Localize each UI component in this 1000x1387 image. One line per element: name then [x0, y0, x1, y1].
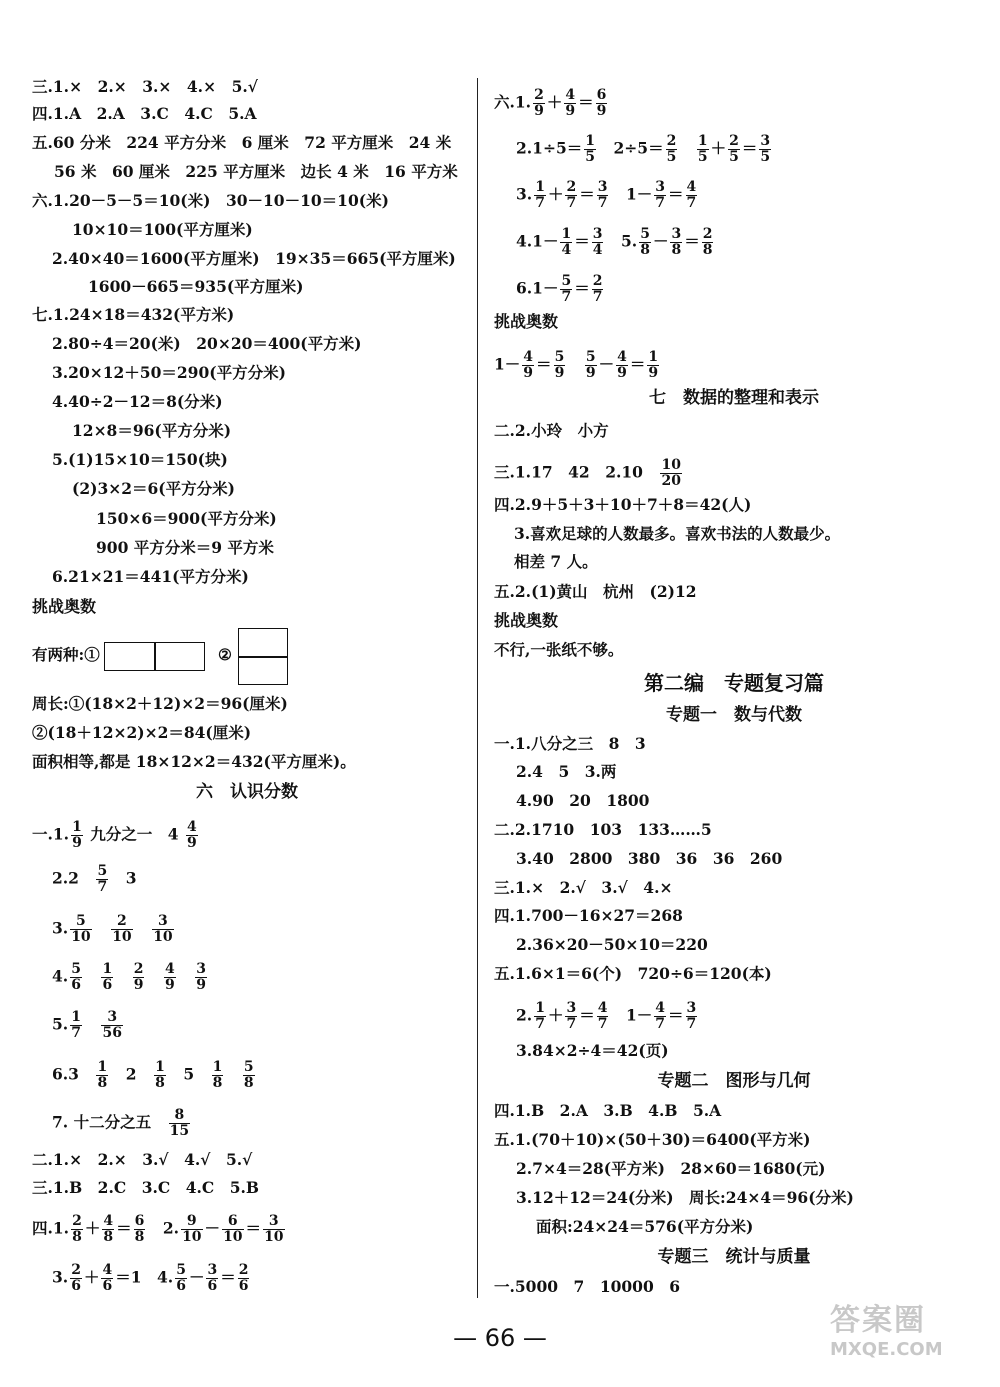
- answer-line: 2.80÷4＝20(米) 20×20＝400(平方米): [52, 334, 362, 353]
- answer-line: 10×10＝100(平方厘米): [72, 220, 253, 239]
- answer-line: 1600－665＝935(平方厘米): [88, 277, 304, 296]
- answer-line: 150×6＝900(平方分米): [96, 509, 277, 528]
- answer-line: 12×8＝96(平方分米): [72, 421, 232, 440]
- answer-line: 6.3 $\frac{1}{8}$ 2 $\frac{1}{8}$ 5 $\frac{1}{8}$ $\frac{5}{8}$: [52, 1059, 254, 1091]
- answer-line: 二.2.1710 103 133……5: [494, 820, 712, 839]
- answer-line: 二.1.× 2.× 3.√ 4.√ 5.√: [32, 1150, 253, 1169]
- answer-line: 五.2.(1)黄山 杭州 (2)12: [494, 582, 697, 601]
- answer-line: 2.4 5 3.两: [516, 762, 617, 781]
- section-heading: 挑战奥数: [494, 611, 559, 630]
- answer-line: 有两种:①: [32, 645, 100, 664]
- answer-line: 三.1.B 2.C 3.C 4.C 5.B: [32, 1178, 260, 1197]
- answer-line: 三.1.× 2.√ 3.√ 4.×: [494, 878, 673, 897]
- answer-line: 三.1.× 2.× 3.× 4.× 5.√: [32, 77, 258, 96]
- answer-line: 5. $\frac{1}{7}$ $\frac{3}{56}$: [52, 1009, 122, 1041]
- answer-line: 3.喜欢足球的人数最多。喜欢书法的人数最少。: [514, 524, 841, 543]
- answer-line: 周长:①(18×2＋12)×2＝96(厘米): [32, 694, 288, 713]
- answer-line: 3.84×2÷4＝42(页): [516, 1041, 669, 1060]
- answer-line: 面积:24×24＝576(平方分米): [536, 1217, 754, 1236]
- answer-line: 3. $\frac{1}{7}$ ＋ $\frac{2}{7}$ ＝ $\frac{3}{7}$ 1－ $\frac{3}{7}$ ＝ $\frac{4}{7}$: [516, 179, 697, 211]
- answer-line: 2.1÷5＝ $\frac{1}{5}$ 2÷5＝ $\frac{2}{5}$ $\frac{1}{5}$ ＋ $\frac{2}{5}$ ＝ $\frac{3}{5}$: [516, 133, 771, 165]
- answer-line: 900 平方分米＝9 平方米: [96, 538, 274, 557]
- answer-line: 3.12＋12＝24(分米) 周长:24×4＝96(分米): [516, 1188, 854, 1207]
- answer-line: 4.1－ $\frac{1}{4}$ ＝ $\frac{3}{4}$ 5. $\frac{5}{8}$ － $\frac{3}{8}$ ＝ $\frac{2}{8}$: [516, 226, 713, 258]
- page-number: — 66 —: [453, 1324, 547, 1352]
- answer-line: 6.21×21＝441(平方分米): [52, 567, 249, 586]
- answer-line: 2.2 $\frac{5}{7}$ 3: [52, 863, 137, 895]
- answer-line: 面积相等,都是 18×12×2＝432(平方厘米)。: [32, 752, 356, 771]
- answer-line: 4.90 20 1800: [516, 791, 650, 810]
- answer-line: 六.1. $\frac{2}{9}$ ＋ $\frac{4}{9}$ ＝ $\frac{6}{9}$: [494, 87, 607, 119]
- answer-line: 6.1－ $\frac{5}{7}$ ＝ $\frac{2}{7}$: [516, 273, 603, 305]
- answer-line: 4. $\frac{5}{6}$ $\frac{1}{6}$ $\frac{2}{9}$ $\frac{4}{9}$ $\frac{3}{9}$: [52, 961, 206, 993]
- answer-line: 一.1. $\frac{1}{9}$ 九分之一 4 $\frac{4}{9}$: [32, 819, 197, 851]
- answer-line: 三.1.17 42 2.10 $\frac{10}{20}$: [494, 457, 681, 489]
- watermark-logo: 答案圈 MXQE.COM: [830, 1303, 943, 1360]
- answer-line: (2)3×2＝6(平方分米): [72, 479, 235, 498]
- answer-line: 2.40×40＝1600(平方厘米) 19×35＝665(平方厘米): [52, 249, 456, 268]
- section-title: 专题三 统计与质量: [657, 1247, 811, 1267]
- answer-line: 四.2.9＋5＋3＋10＋7＋8＝42(人): [494, 495, 752, 514]
- section-title: 七 数据的整理和表示: [649, 388, 819, 408]
- answer-line: 7. 十二分之五 $\frac{8}{15}$: [52, 1107, 190, 1139]
- answer-line: ②: [218, 645, 232, 664]
- answer-line: 二.2.小玲 小方: [494, 421, 609, 440]
- answer-line: 七.1.24×18＝432(平方米): [32, 305, 235, 324]
- answer-line: 3. $\frac{5}{10}$ $\frac{2}{10}$ $\frac{3}{10}$: [52, 913, 173, 945]
- answer-line: 3.40 2800 380 36 36 260: [516, 849, 783, 868]
- section-heading: 挑战奥数: [32, 597, 97, 616]
- answer-line: 不行,一张纸不够。: [494, 640, 624, 659]
- rectangle-figure-2: [238, 628, 288, 685]
- section-title: 专题二 图形与几何: [657, 1071, 811, 1091]
- column-divider: [477, 78, 478, 1298]
- answer-line: 56 米 60 厘米 225 平方厘米 边长 4 米 16 平方米: [54, 162, 458, 181]
- answer-line: 一.5000 7 10000 6: [494, 1277, 681, 1296]
- section-heading: 挑战奥数: [494, 312, 559, 331]
- answer-line: 一.1.八分之三 8 3: [494, 734, 646, 753]
- answer-line: 相差 7 人。: [514, 552, 598, 571]
- answer-line: 四.1.700－16×27＝268: [494, 906, 683, 925]
- rectangle-figure-1: [104, 642, 205, 671]
- answer-line: 2.7×4＝28(平方米) 28×60＝1680(元): [516, 1159, 826, 1178]
- answer-line: 四.1.B 2.A 3.B 4.B 5.A: [494, 1101, 722, 1120]
- answer-line: 2. $\frac{1}{7}$ ＋ $\frac{3}{7}$ ＝ $\frac{4}{7}$ 1－ $\frac{4}{7}$ ＝ $\frac{3}{7}$: [516, 1000, 697, 1032]
- answer-line: 四.1. $\frac{2}{8}$ ＋ $\frac{4}{8}$ ＝ $\frac{6}{8}$ 2. $\frac{9}{10}$ － $\frac{6}{10}$ ＝ $\frac{3}{10}$: [32, 1213, 284, 1245]
- part-title: 第二编 专题复习篇: [644, 671, 824, 695]
- answer-line: 1－ $\frac{4}{9}$ ＝ $\frac{5}{9}$ $\frac{5}{9}$ － $\frac{4}{9}$ ＝ $\frac{1}{9}$: [494, 349, 659, 381]
- section-title: 专题一 数与代数: [666, 705, 802, 725]
- answer-line: 2.36×20－50×10＝220: [516, 935, 708, 954]
- answer-line: 四.1.A 2.A 3.C 4.C 5.A: [32, 104, 257, 123]
- answer-line: 5.(1)15×10＝150(块): [52, 450, 228, 469]
- answer-line: 3. $\frac{2}{6}$ ＋ $\frac{4}{6}$ ＝1 4. $\frac{5}{6}$ － $\frac{3}{6}$ ＝ $\frac{2}{6}$: [52, 1262, 249, 1294]
- answer-line: ②(18＋12×2)×2＝84(厘米): [32, 723, 252, 742]
- answer-line: 4.40÷2－12＝8(分米): [52, 392, 223, 411]
- answer-line: 五.60 分米 224 平方分米 6 厘米 72 平方厘米 24 米: [32, 133, 452, 152]
- answer-line: 五.1.6×1＝6(个) 720÷6＝120(本): [494, 964, 772, 983]
- answer-line: 六.1.20－5－5＝10(米) 30－10－10＝10(米): [32, 191, 389, 210]
- answer-line: 五.1.(70＋10)×(50＋30)＝6400(平方米): [494, 1130, 811, 1149]
- section-title: 六 认识分数: [196, 782, 298, 802]
- answer-line: 3.20×12＋50＝290(平方分米): [52, 363, 286, 382]
